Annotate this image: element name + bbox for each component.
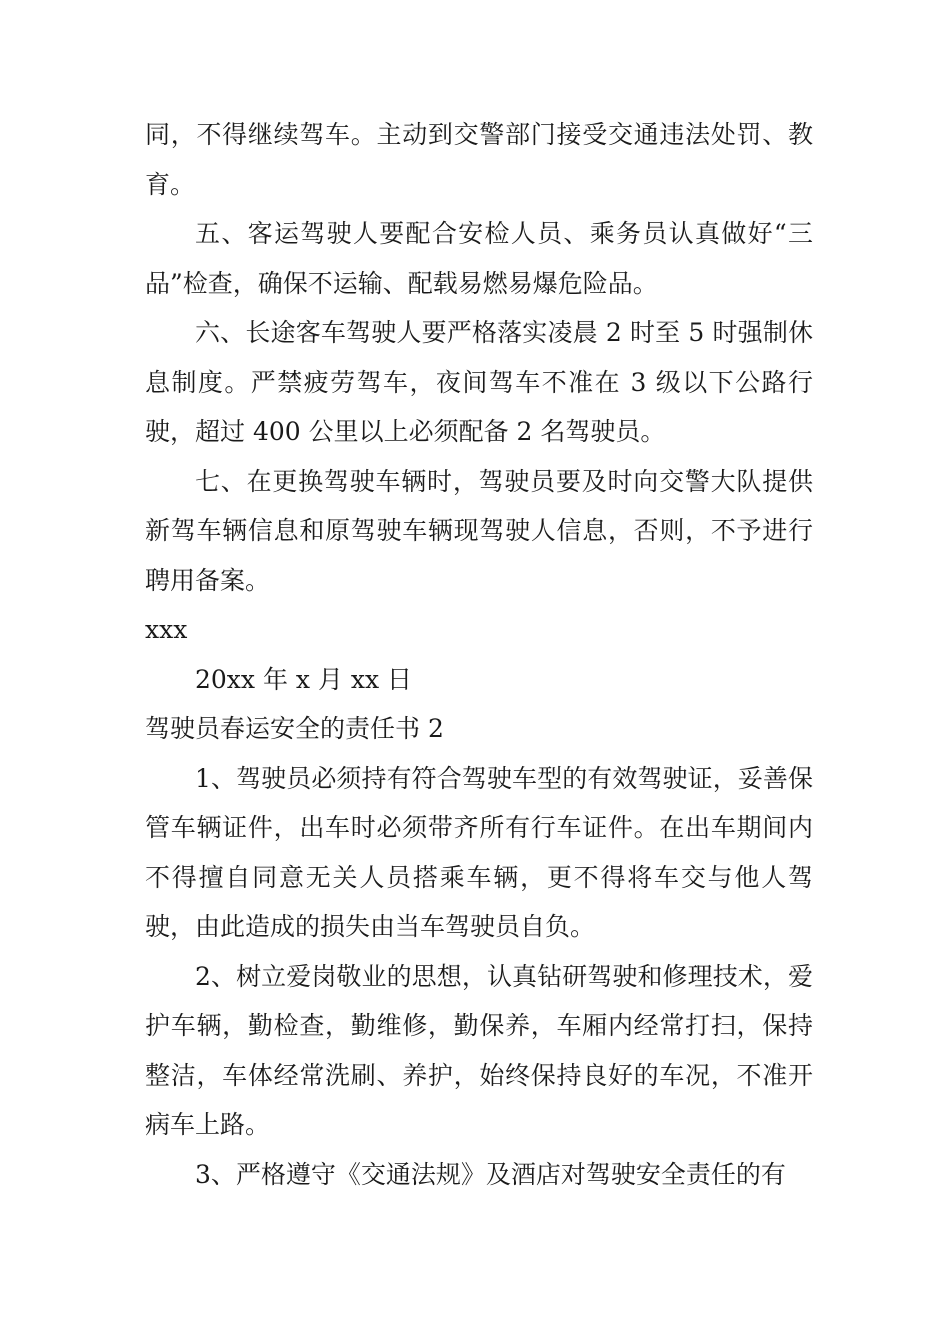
paragraph-item-6: 六、长途客车驾驶人要严格落实凌晨 2 时至 5 时强制休息制度。严禁疲劳驾车，夜间驾车不准在 3 级以下公路行驶，超过 400 公里以上必须配备 2 名驾驶员。 (145, 318, 813, 446)
paragraph-rule-3: 3、严格遵守《交通法规》及酒店对驾驶安全责任的有 (195, 1159, 786, 1189)
document-body (145, 110, 813, 1199)
section-title: 驾驶员春运安全的责任书 2 (145, 714, 444, 743)
paragraph-continuation: 同，不得继续驾车。主动到交警部门接受交通违法处罚、教育。 (145, 120, 813, 199)
date-line: 20xx 年 x 月 xx 日 (195, 664, 413, 694)
signature-line: xxx (145, 615, 188, 644)
paragraph-item-5: 五、客运驾驶人要配合安检人员、乘务员认真做好“三品”检查，确保不运输、配载易燃易爆危险品。 (145, 219, 813, 298)
paragraph-item-7: 七、在更换驾驶车辆时，驾驶员要及时向交警大队提供新驾车辆信息和原驾驶车辆现驾驶人信息，否则，不予进行聘用备案。 (145, 466, 813, 595)
paragraph-rule-1: 1、驾驶员必须持有符合驾驶车型的有效驾驶证，妥善保管车辆证件，出车时必须带齐所有行车证件。在出车期间内不得擅自同意无关人员搭乘车辆，更不得将车交与他人驾驶，由此造成的损失由当车驾驶员自负。 (145, 763, 813, 941)
paragraph-rule-2: 2、树立爱岗敬业的思想，认真钻研驾驶和修理技术，爱护车辆，勤检查，勤维修，勤保养，车厢内经常打扫，保持整洁，车体经常洗刷、养护，始终保持良好的车况，不准开病车上路。 (145, 961, 813, 1139)
